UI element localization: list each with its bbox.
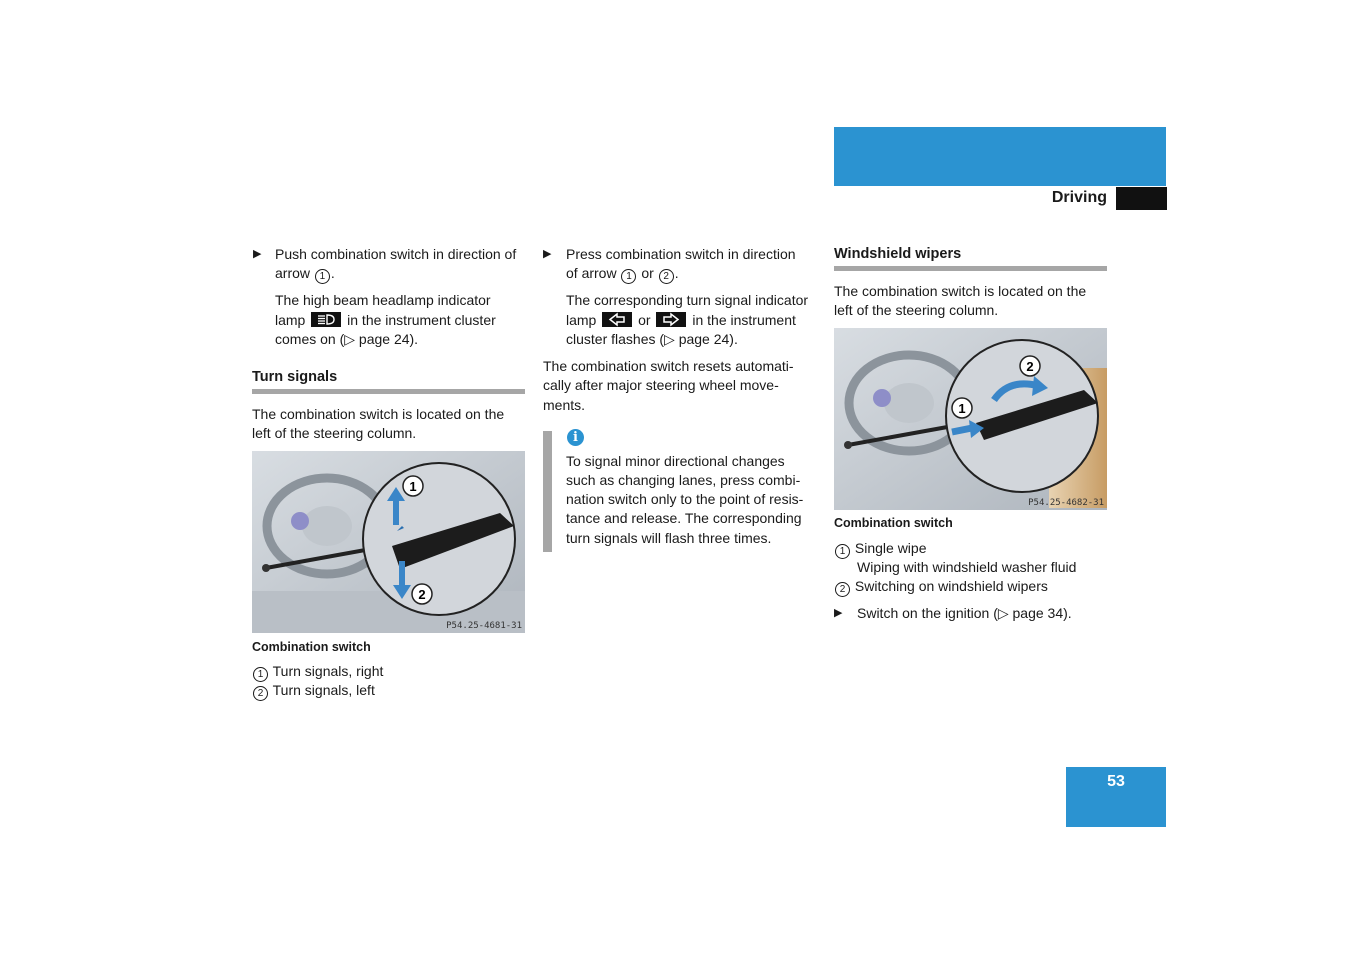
turn-signals-para-line2: left of the steering column.	[252, 425, 417, 441]
page-number-box	[1066, 767, 1166, 827]
legend-item: 1 Single wipe	[834, 539, 927, 559]
legend-item: 2 Turn signals, left	[252, 681, 375, 701]
legend-item: 1 Turn signals, right	[252, 662, 383, 682]
high-beam-note-line2: lamp in the instrument cluster	[275, 312, 496, 328]
subsection-marker	[1116, 187, 1167, 210]
page-number: 53	[1107, 773, 1125, 790]
wipers-para-line1: The combination switch is located on the	[834, 283, 1087, 299]
step-ignition: Switch on the ignition (▷ page 34).	[857, 605, 1072, 621]
reset-para-line3: ments.	[543, 397, 586, 413]
svg-text:1: 1	[409, 479, 417, 494]
subsection-title: Driving	[1051, 189, 1107, 206]
bullet-triangle-icon: ▶	[543, 248, 552, 260]
turn-right-icon	[656, 312, 686, 327]
legend-item-continuation: Wiping with windshield washer fluid	[857, 559, 1077, 575]
turn-left-icon	[602, 312, 632, 327]
step-push-line1: Push combination switch in direction of	[275, 246, 517, 262]
step-push-line2: arrow 1 .	[275, 265, 335, 282]
info-text-line3: nation switch only to the point of resis-	[566, 491, 804, 507]
high-beam-note-line1: The high beam headlamp indicator	[275, 292, 491, 308]
bullet-triangle-icon: ▶	[834, 607, 843, 619]
figure-caption: Combination switch	[834, 516, 953, 530]
turn-lamp-note-line2: lamp or in the instrument	[566, 312, 796, 328]
high-beam-note-line3: comes on (▷ page 24).	[275, 331, 419, 347]
svg-text:1: 1	[958, 401, 966, 416]
info-text-line4: tance and release. The corresponding	[566, 510, 802, 526]
legend-item: 2 Switching on windshield wipers	[834, 577, 1048, 597]
turn-lamp-note-line1: The corresponding turn signal indicator	[566, 292, 809, 308]
wiper-illustration	[834, 328, 1107, 510]
step-press-line1: Press combination switch in direction	[566, 246, 796, 262]
heading-rule	[834, 266, 1107, 271]
windshield-wipers-heading: Windshield wipers	[834, 246, 962, 262]
turn-signals-para-line1: The combination switch is located on the	[252, 406, 505, 422]
turn-signals-heading: Turn signals	[252, 369, 338, 385]
high-beam-icon	[311, 312, 341, 327]
wipers-para-line2: left of the steering column.	[834, 302, 999, 318]
reset-para-line2: cally after major steering wheel move-	[543, 377, 779, 393]
info-text-line1: To signal minor directional changes	[566, 453, 785, 469]
step-press-line2: of arrow 1 or 2 .	[566, 265, 679, 282]
info-icon: i	[567, 429, 584, 446]
figure-caption: Combination switch	[252, 640, 371, 654]
svg-text:2: 2	[418, 587, 426, 602]
turn-signal-illustration	[252, 451, 525, 633]
figure-reference: P54.25-4682-31	[1028, 498, 1104, 508]
figure-reference: P54.25-4681-31	[446, 621, 522, 631]
section-title: Getting started	[1167, 160, 1291, 179]
reset-para-line1: The combination switch resets automati-	[543, 358, 794, 374]
svg-text:2: 2	[1026, 359, 1034, 374]
info-text-line5: turn signals will flash three times.	[566, 530, 772, 546]
heading-rule	[252, 389, 525, 394]
header-band	[834, 127, 1166, 186]
info-text-line2: such as changing lanes, press combi-	[566, 472, 801, 488]
turn-lamp-note-line3: cluster flashes (▷ page 24).	[566, 331, 738, 347]
arrow-number-1: 1	[315, 269, 330, 284]
bullet-triangle-icon: ▶	[253, 248, 262, 260]
info-box-bar	[543, 431, 552, 552]
